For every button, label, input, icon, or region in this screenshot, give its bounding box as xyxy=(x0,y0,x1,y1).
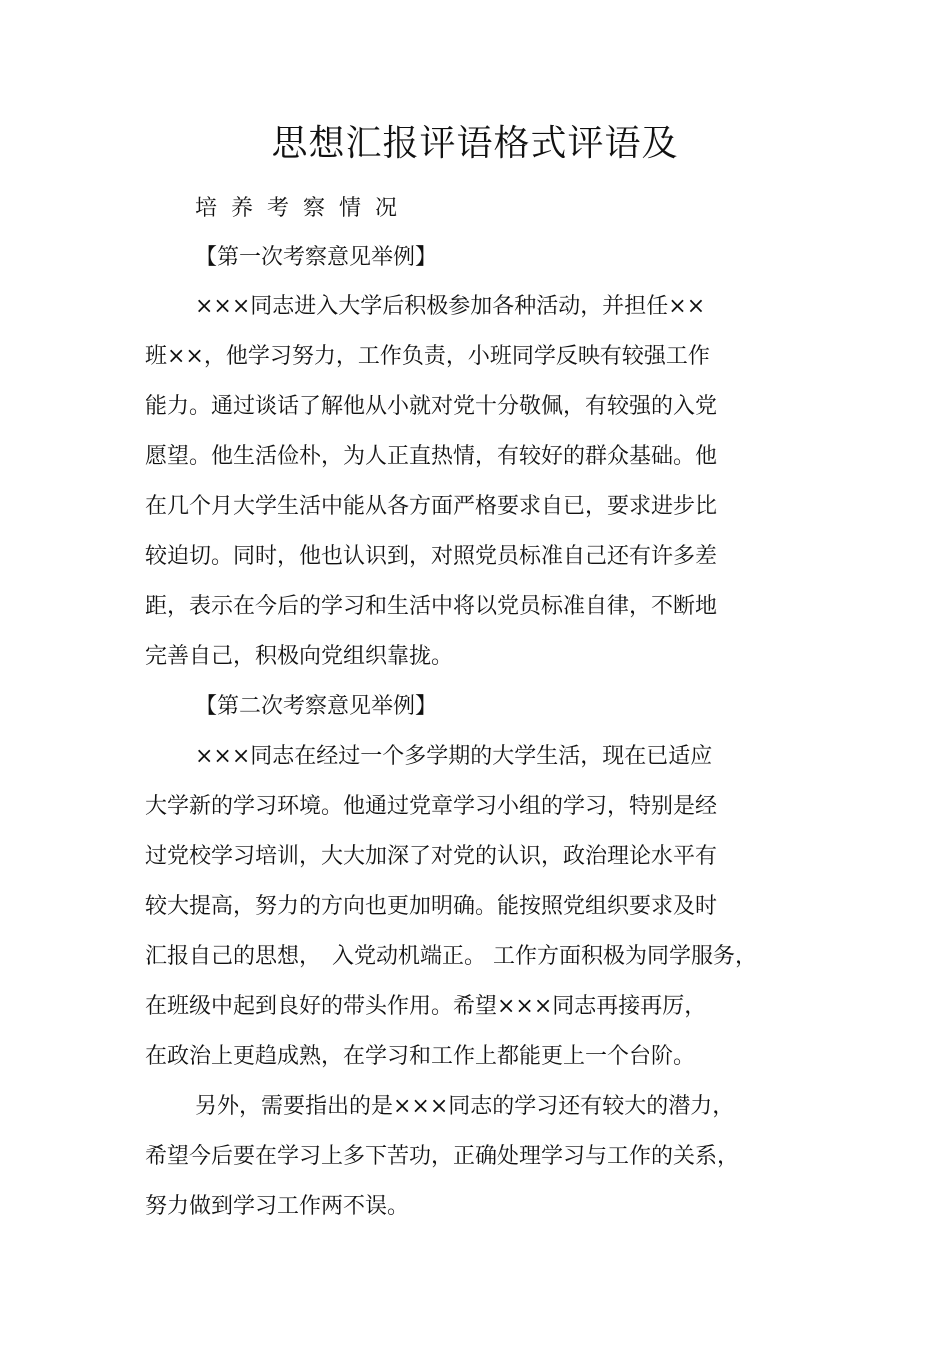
paragraph-line: 汇报自己的思想， 入党动机端正。 工作方面积极为同学服务， xyxy=(145,944,757,969)
paragraph-line: 能力。通过谈话了解他从小就对党十分敬佩，有较强的入党 xyxy=(145,394,718,419)
section-heading-first: 【第一次考察意见举例】 xyxy=(195,245,438,270)
paragraph-line: 过党校学习培训，大大加深了对党的认识，政治理论水平有 xyxy=(145,844,718,869)
paragraph-line: 努力做到学习工作两不误。 xyxy=(145,1194,410,1219)
paragraph-line: 在政治上更趋成熟，在学习和工作上都能更上一个台阶。 xyxy=(145,1044,696,1069)
paragraph-line: 在几个月大学生活中能从各方面严格要求自已，要求进步比 xyxy=(145,494,718,519)
paragraph-line: 另外，需要指出的是×××同志的学习还有较大的潜力， xyxy=(195,1094,735,1119)
document-subtitle: 培养考察情况 xyxy=(195,196,412,221)
paragraph-line: ×××同志进入大学后积极参加各种活动，并担任×× xyxy=(195,294,706,319)
paragraph-line: 班××，他学习努力，工作负责，小班同学反映有较强工作 xyxy=(145,344,710,369)
paragraph-line: 希望今后要在学习上多下苦功，正确处理学习与工作的关系， xyxy=(145,1144,740,1169)
paragraph-line: 在班级中起到良好的带头作用。希望×××同志再接再厉， xyxy=(145,994,707,1019)
paragraph-line: ×××同志在经过一个多学期的大学生活，现在已适应 xyxy=(195,744,713,769)
paragraph-line: 完善自己，积极向党组织靠拢。 xyxy=(145,644,454,669)
paragraph-line: 距，表示在今后的学习和生活中将以党员标准自律，不断地 xyxy=(145,594,718,619)
document-title: 思想汇报评语格式评语及 xyxy=(271,123,679,164)
paragraph-line: 较大提高，努力的方向也更加明确。能按照党组织要求及时 xyxy=(145,894,718,919)
paragraph-line: 较迫切。同时，他也认识到，对照党员标准自己还有许多差 xyxy=(145,544,718,569)
section-heading-second: 【第二次考察意见举例】 xyxy=(195,694,438,719)
paragraph-line: 愿望。他生活俭朴，为人正直热情，有较好的群众基础。他 xyxy=(145,444,718,469)
paragraph-line: 大学新的学习环境。他通过党章学习小组的学习，特别是经 xyxy=(145,794,718,819)
